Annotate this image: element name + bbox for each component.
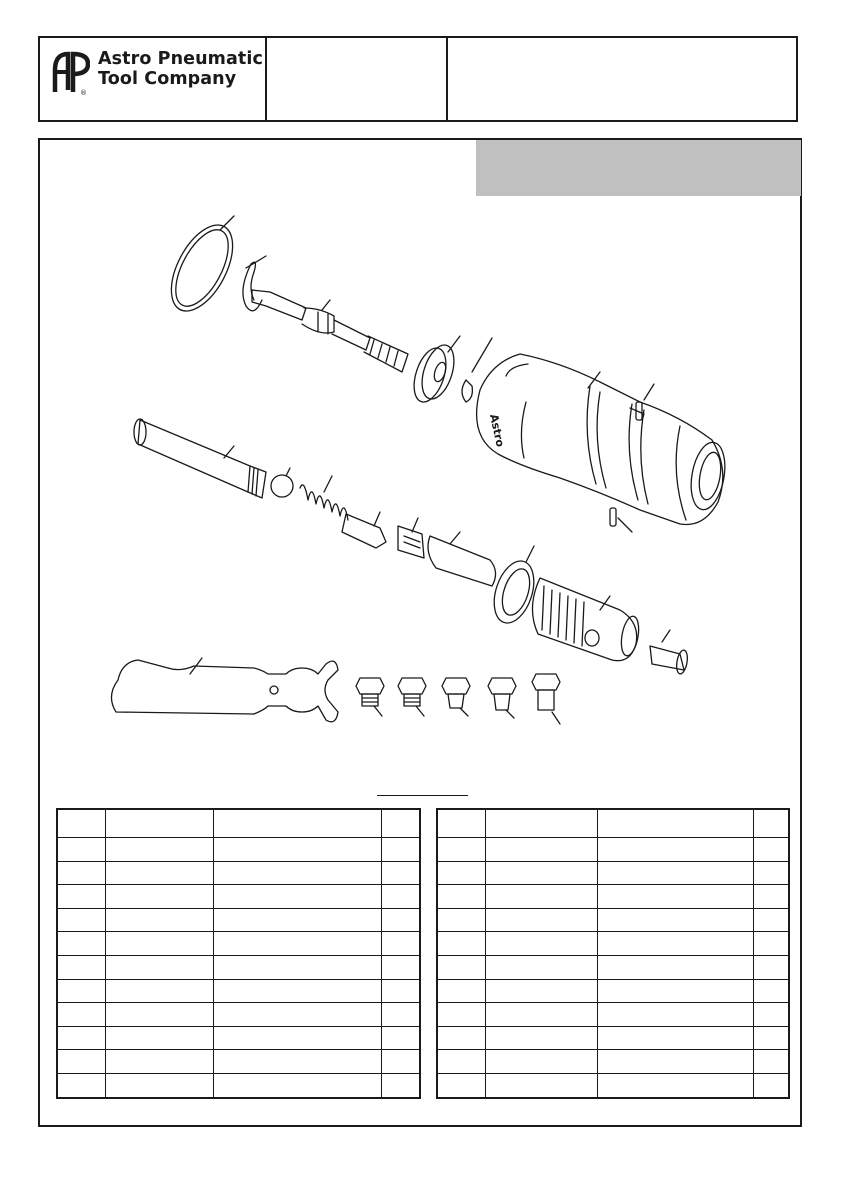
table-cell [753,1073,789,1097]
table-cell [597,955,753,979]
o-ring-part [159,215,246,321]
table-row [57,885,420,909]
table-cell [437,838,485,862]
spring-part [300,476,348,520]
table-cell [381,1050,420,1074]
table-cell [57,861,105,885]
table-row [437,932,789,956]
table-row [57,1026,420,1050]
jaw-case-part [428,532,496,586]
table-row [57,955,420,979]
table-cell [597,885,753,909]
table-cell [105,1026,213,1050]
frame-head-part [532,578,641,661]
parts-table-left [56,808,421,1099]
ball-part [271,468,293,497]
table-cell [437,861,485,885]
logo-cell [40,38,267,120]
table-cell [381,932,420,956]
nose-piece-5 [532,674,560,724]
table-cell [597,979,753,1003]
table-row [57,1003,420,1027]
table-row [437,979,789,1003]
table-cell [437,955,485,979]
table-cell [597,861,753,885]
table-row [437,885,789,909]
tool-body-part [477,354,730,525]
table-cell [437,932,485,956]
table-cell [485,979,597,1003]
table-cell [437,885,485,909]
table-cell [381,1003,420,1027]
body-brand-label: Astro [487,412,507,449]
exploded-parts-drawing [40,140,800,790]
table-cell [213,809,381,838]
table-cell [213,1026,381,1050]
table-cell [213,955,381,979]
company-name [98,49,263,89]
table-cell [485,809,597,838]
table-cell [437,908,485,932]
table-row [57,1073,420,1097]
wrench-part [111,658,338,722]
table-cell [437,1073,485,1097]
table-cell [57,1073,105,1097]
table-cell [753,1003,789,1027]
table-cell [57,979,105,1003]
table-cell [57,955,105,979]
jaw-pusher-part [342,512,386,548]
table-cell [381,861,420,885]
exploded-view-panel [38,138,802,1127]
table-cell [105,861,213,885]
table-row [437,838,789,862]
table-cell [597,838,753,862]
mandrel-shaft-part [252,290,408,372]
table-cell [381,955,420,979]
nose-piece-1 [356,678,384,716]
table-cell [753,908,789,932]
nose-piece-4 [488,678,516,718]
table-row [437,1050,789,1074]
small-clip-part [462,338,492,402]
table-cell [753,1050,789,1074]
table-cell [437,809,485,838]
table-row [437,955,789,979]
table-cell [57,1050,105,1074]
table-cell [105,809,213,838]
table-cell [597,1026,753,1050]
table-cell [57,932,105,956]
table-cell [597,1050,753,1074]
table-cell [381,838,420,862]
table-cell [57,885,105,909]
table-cell [753,955,789,979]
table-cell [597,932,753,956]
table-cell [485,885,597,909]
table-header-row [57,809,420,838]
table-cell [485,1050,597,1074]
table-row [57,979,420,1003]
parts-table-left-body [57,809,420,1098]
table-cell [105,979,213,1003]
sleeve-part [134,419,266,498]
table-row [437,1026,789,1050]
table-cell [437,979,485,1003]
table-cell [485,932,597,956]
table-cell [105,908,213,932]
table-row [57,1050,420,1074]
table-cell [105,1050,213,1074]
table-cell [485,838,597,862]
table-cell [437,1026,485,1050]
table-cell [213,979,381,1003]
table-cell [485,1003,597,1027]
document-header [38,36,798,122]
table-cell [753,861,789,885]
header-cell-right [448,38,796,120]
parts-list-title-underline [377,795,468,796]
table-cell [753,885,789,909]
table-cell [213,908,381,932]
table-cell [597,1003,753,1027]
table-row [57,838,420,862]
table-cell [105,932,213,956]
table-row [437,1073,789,1097]
table-cell [597,1073,753,1097]
table-cell [105,885,213,909]
nosepiece-part [650,630,689,675]
table-cell [105,1003,213,1027]
table-cell [381,1026,420,1050]
table-cell [213,861,381,885]
table-cell [485,908,597,932]
table-cell [485,1026,597,1050]
table-cell [213,932,381,956]
table-cell [753,932,789,956]
company-name-line1: Astro Pneumatic [98,49,263,69]
table-cell [57,1003,105,1027]
table-cell [57,908,105,932]
table-cell [57,809,105,838]
table-cell [597,908,753,932]
table-row [57,861,420,885]
table-cell [213,838,381,862]
table-row [57,908,420,932]
table-cell [437,1050,485,1074]
table-cell [57,838,105,862]
table-row [57,932,420,956]
parts-table-right-body [437,809,789,1098]
table-cell [753,979,789,1003]
table-cell [485,1073,597,1097]
table-cell [213,885,381,909]
table-cell [105,838,213,862]
parts-table-right [436,808,790,1099]
table-cell [485,955,597,979]
table-cell [753,1026,789,1050]
table-cell [213,1073,381,1097]
table-cell [753,809,789,838]
astro-logo-icon [52,48,90,96]
nose-piece-2 [398,678,426,716]
table-cell [437,1003,485,1027]
table-cell [105,1073,213,1097]
table-cell [381,1073,420,1097]
header-cell-middle [267,38,448,120]
registered-mark: ® [80,89,87,96]
table-header-row [437,809,789,838]
table-cell [485,861,597,885]
table-cell [381,885,420,909]
company-name-line2: Tool Company [98,69,237,89]
bearing-washer-part [408,336,460,406]
nose-piece-3 [442,678,470,716]
table-cell [213,1050,381,1074]
table-cell [381,809,420,838]
table-row [437,908,789,932]
table-cell [381,908,420,932]
table-cell [753,838,789,862]
table-row [437,1003,789,1027]
table-cell [213,1003,381,1027]
table-cell [381,979,420,1003]
nose-piece-set [356,674,560,724]
table-cell [105,955,213,979]
table-row [437,861,789,885]
jaws-part [398,518,424,558]
table-cell [597,809,753,838]
table-cell [57,1026,105,1050]
